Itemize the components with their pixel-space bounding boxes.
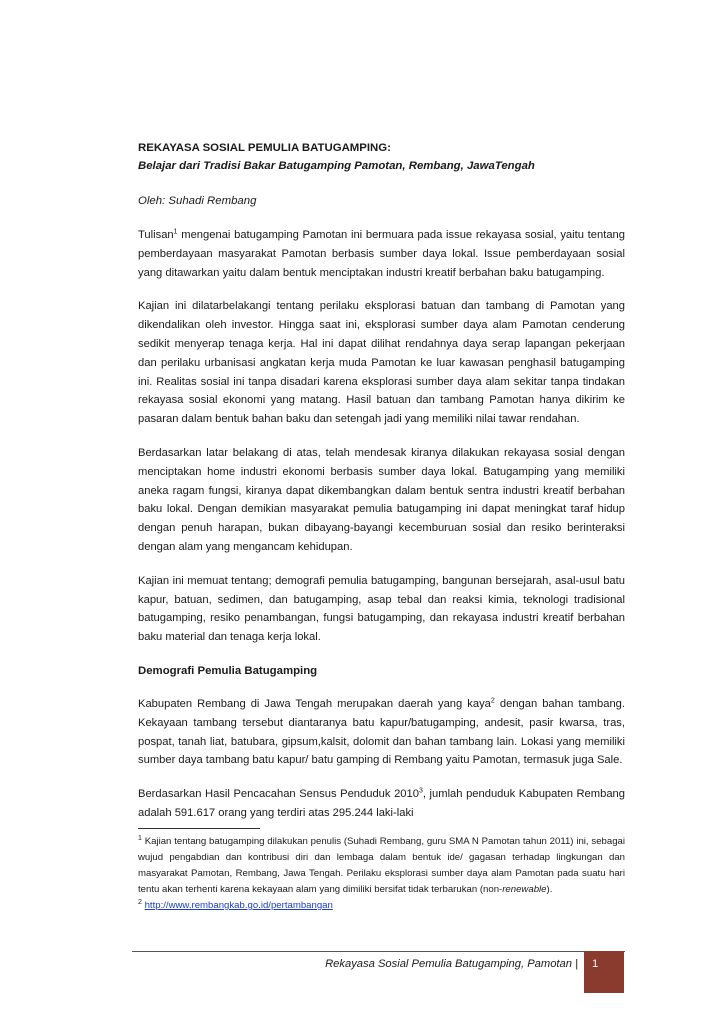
document-subtitle: Belajar dari Tradisi Bakar Batugamping Pamotan, Rembang, JawaTengah: [138, 160, 535, 172]
footer-divider: [132, 951, 625, 952]
section-heading-demografi: Demografi Pemulia Batugamping: [138, 664, 318, 677]
paragraph-intro: [138, 226, 625, 282]
page-number-box: [584, 951, 624, 993]
footer-running-title: Rekayasa Sosial Pemulia Batugamping, Pamotan |: [325, 958, 578, 970]
document-title: REKAYASA SOSIAL PEMULIA BATUGAMPING:: [138, 142, 391, 154]
footnotes: [138, 834, 625, 914]
footnote-2-link[interactable]: http://www.rembangkab.go.id/pertambangan: [144, 900, 333, 911]
footnote-1-number: 1: [138, 834, 142, 842]
paragraph-mining-rest: dengan bahan tambang. Kekayaan tambang tersebut diantaranya batu kapur/batugamping, andesit, pasir kwarsa, tras, pospat, tanah liat, batubara, gipsum,kalsit, dolomit dan bahan tambang lain. Lokasi yang memiliki sumber daya tambang batu kapur/ batu gamping di Rembang yaitu Pamotan, termasuk juga Sale.: [138, 697, 625, 767]
paragraph-census-start: Berdasarkan Hasil Pencacahan Sensus Penduduk 2010: [138, 788, 419, 801]
footnote-ref-1: 1: [173, 228, 178, 236]
footnote-separator: [138, 828, 260, 829]
paragraph-background: Kajian ini dilatarbelakangi tentang perilaku eksplorasi batuan dan tambang di Pamotan yang dikendalikan oleh investor. Hingga saat ini, eksplorasi sumber daya alam Pamotan cenderung sedikit menyerap tenaga kerja. Hal ini dapat dilihat rendahnya daya serap lapangan pekerjaan dan perilaku urbanisasi angkatan kerja muda Pamotan ke luar kawasan penghasil batugamping ini. Realitas sosial ini tanpa disadari karena eksplorasi sumber daya alam sekitar tanpa tindakan rekayasa sosial ekonomi yang matang. Hasil batuan dan tambang Pamotan hanya dikirim ke pasaran dalam bentuk bahan baku dan setengah jadi yang memiliki nilai tawar rendahan.: [138, 300, 625, 426]
footnote-2: [138, 898, 625, 914]
paragraph-census-rest: , jumlah penduduk Kabupaten Rembang adalah 591.617 orang yang terdiri atas 295.244 laki-laki: [138, 788, 625, 819]
footnote-1: [138, 834, 625, 898]
paragraph-intro-rest: mengenai batugamping Pamotan ini bermuara pada issue rekayasa sosial, yaitu tentang pemberdayaan masyarakat Pamotan berbasis sumber daya lokal. Issue pemberdayaan sosial yang ditawarkan yaitu dalam bentuk menciptakan industri kreatif berbahan baku batugamping.: [138, 229, 625, 279]
document-author: Oleh: Suhadi Rembang: [138, 195, 257, 207]
paragraph-intro-start: Tulisan: [138, 229, 174, 241]
footnote-ref-2: 2: [490, 697, 495, 705]
paragraph-scope: Kajian ini memuat tentang; demografi pemulia batugamping, bangunan bersejarah, asal-usul batu kapur, batuan, sedimen, dan batugamping, asap tebal dan reaksi kimia, teknologi tradisional batugamping, resiko penambangan, fungsi batugamping, dan rekayasa industri kreatif berbahan baku material dan tenaga kerja lokal.: [138, 574, 625, 644]
footnote-ref-3: 3: [418, 787, 423, 795]
paragraph-mining-start: Kabupaten Rembang di Jawa Tengah merupakan daerah yang kaya: [138, 697, 491, 710]
footnote-1-emphasis: renewable: [502, 884, 547, 895]
paragraph-census: [138, 785, 625, 823]
footnote-1-end: ).: [546, 884, 553, 895]
document-body: [138, 139, 625, 838]
paragraph-mining-resources: [138, 695, 625, 770]
footnote-2-number: 2: [138, 898, 142, 906]
footnote-1-text: Kajian tentang batugamping dilakukan penulis (Suhadi Rembang, guru SMA N Pamotan tahun 2011) ini, sebagai wujud pengabdian dan kontribusi diri dan lembaga dalam bentuk ide/ gagasan terhadap lingkungan dan masyarakat Pamotan, Rembang, Jawa Tengah. Perilaku eksplorasi sumber daya alam Pamotan pada suatu hari tentu akan terhenti karena kekayaan alam yang dimiliki bersifat tidak terbarukan (non-: [138, 836, 625, 895]
paragraph-proposal: Berdasarkan latar belakang di atas, telah mendesak kiranya dilakukan rekayasa sosial dengan menciptakan home industri ekonomi berbasis sumber daya lokal. Batugamping yang memiliki aneka ragam fungsi, kiranya dapat dikembangkan dalam bentuk sentra industri kreatif berbahan baku lokal. Dengan demikian masyarakat pemulia batugamping ini dapat meningkat taraf hidup dengan penuh harapan, bukan dibayang-bayangi kecemburuan sosial dan resiko berinteraksi dengan alam yang mengancam kehidupan.: [138, 446, 625, 553]
page-number: 1: [592, 958, 599, 970]
